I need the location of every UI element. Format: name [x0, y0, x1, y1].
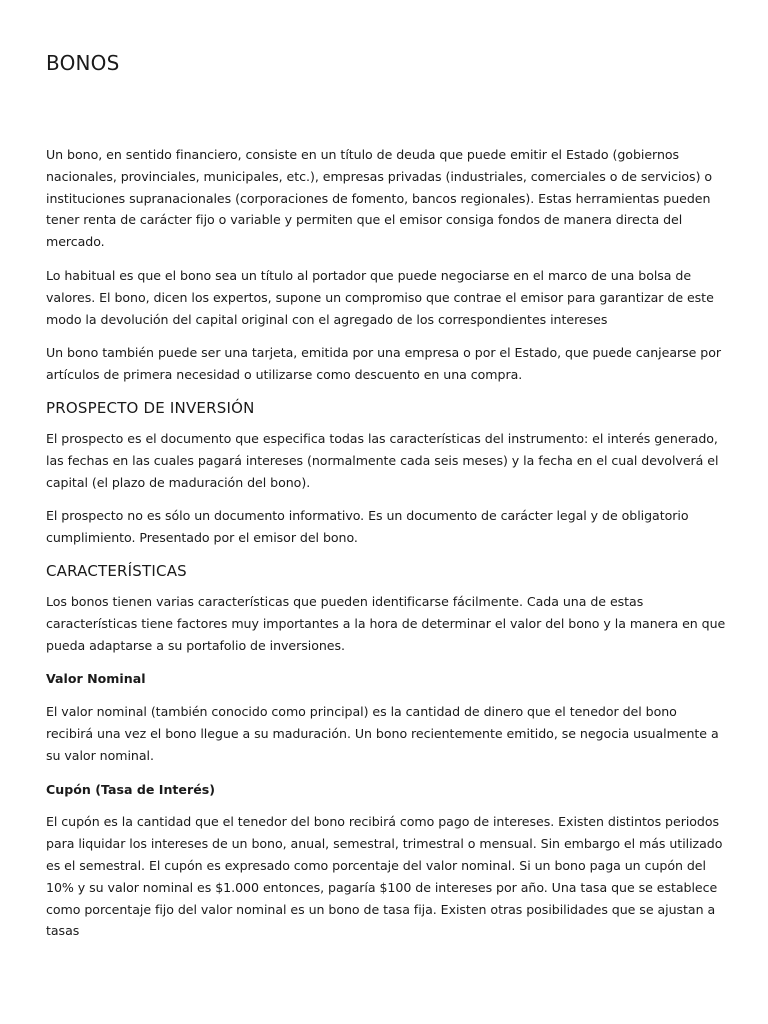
section-heading-prospecto: PROSPECTO DE INVERSIÓN	[46, 398, 255, 417]
intro-paragraph-3: Un bono también puede ser una tarjeta, emitida por una empresa o por el Estado, que puede canjearse por artículos de primera necesidad o utilizarse como descuento en una compra.	[46, 345, 722, 383]
document-title: BONOS	[46, 51, 120, 75]
caracteristicas-paragraph-1: Los bonos tienen varias características que pueden identificarse fácilmente. Cada una de estas características tiene factores muy importantes a la hora de determinar el valor del bono y la manera en que pueda adaptarse a su portafolio de inversiones.	[46, 593, 726, 653]
intro-paragraph-1: Un bono, en sentido financiero, consiste en un título de deuda que puede emitir el Estado (gobiernos nacionales, provinciales, municipales, etc.), empresas privadas (industriales, comerciales o de servicios) o instituciones supranacionales (corporaciones de fomento, bancos regionales). Estas herramientas pueden tener renta de carácter fijo o variable y permiten que el emisor consiga fondos de manera directa del mercado.	[46, 147, 713, 250]
valor-nominal-paragraph: El valor nominal (también conocido como principal) es la cantidad de dinero que el tenedor del bono recibirá una vez el bono llegue a su maduración. Un bono recientemente emitido, se negocia usualmente a su valor nominal.	[46, 704, 719, 763]
document-body	[46, 144, 726, 954]
subheading-valor-nominal: Valor Nominal	[46, 671, 146, 687]
section-heading-caracteristicas: CARACTERÍSTICAS	[46, 561, 187, 580]
prospecto-paragraph-2: El prospecto no es sólo un documento informativo. Es un documento de carácter legal y de obligatorio cumplimiento. Presentado por el emisor del bono.	[46, 508, 689, 546]
intro-paragraph-2: Lo habitual es que el bono sea un título al portador que puede negociarse en el marco de una bolsa de valores. El bono, dicen los expertos, supone un compromiso que contrae el emisor para garantizar de este modo la devolución del capital original con el agregado de los correspondientes intereses	[46, 267, 714, 327]
prospecto-paragraph-1: El prospecto es el documento que especifica todas las características del instrumento: el interés generado, las fechas en las cuales pagará intereses (normalmente cada seis meses) y la fecha en el cual devolverá el capital (el plazo de maduración del bono).	[46, 430, 719, 490]
cupon-paragraph: El cupón es la cantidad que el tenedor del bono recibirá como pago de intereses. Existen distintos periodos para liquidar los intereses de un bono, anual, semestral, trimestral o mensual. Sin embargo el más utilizado es el semestral. El cupón es expresado como porcentaje del valor nominal. Si un bono paga un cupón del 10% y su valor nominal es $1.000 entonces, pagaría $100 de intereses por año. Una tasa que se establece como porcentaje fijo del valor nominal es un bono de tasa fija. Existen otras posibilidades que se ajustan a tasas	[46, 814, 723, 939]
subheading-cupon: Cupón (Tasa de Interés)	[46, 781, 215, 797]
